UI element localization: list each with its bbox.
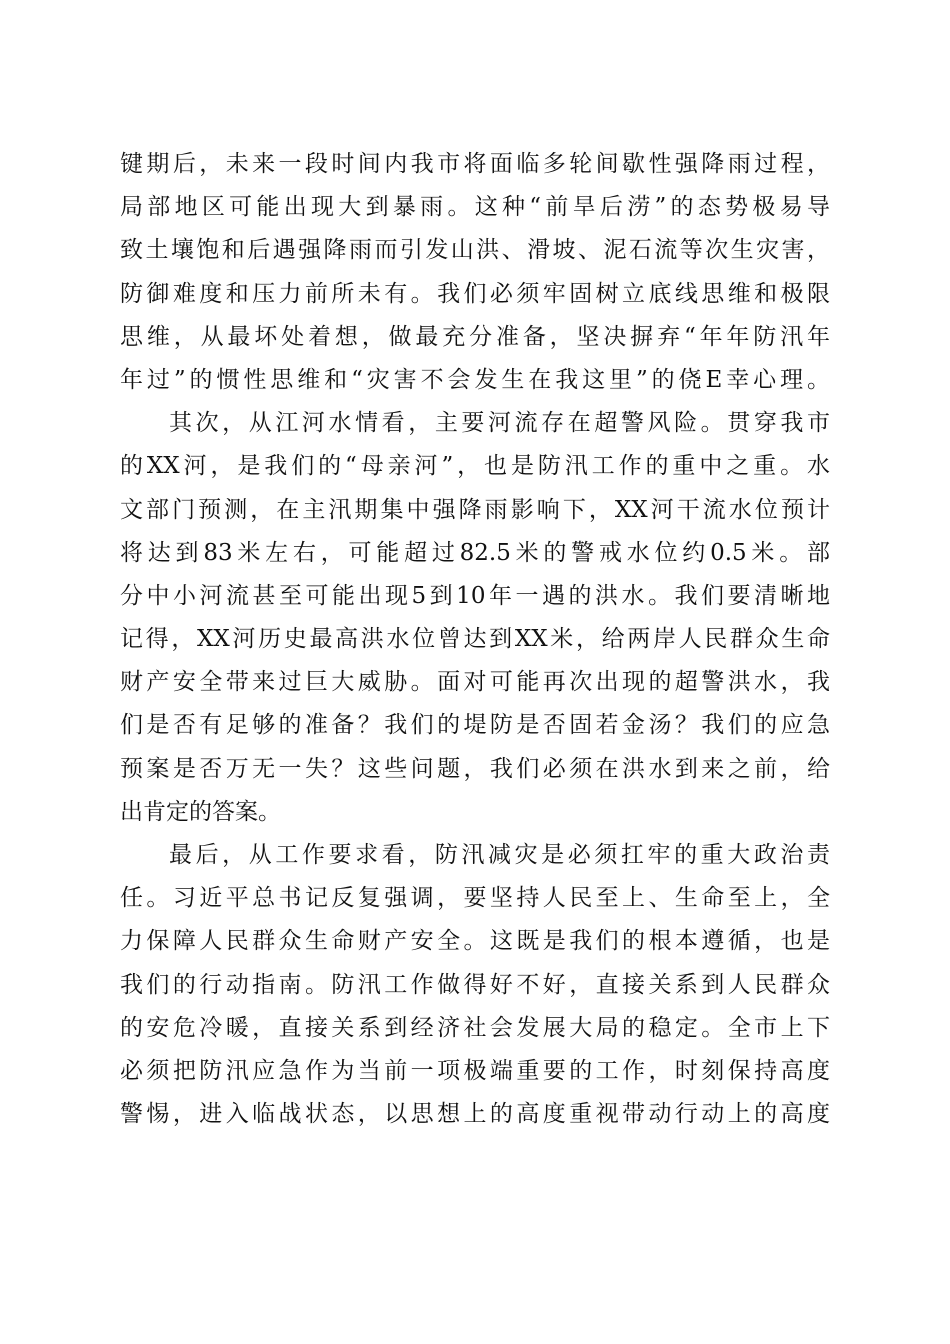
- text-line: 财产安全带来过巨大威胁。面对可能再次出现的超警洪水，我: [120, 669, 830, 696]
- paragraph-work-requirements: [120, 834, 830, 1136]
- text-line: 防御难度和压力前所未有。我们必须牢固树立底线思维和极限: [120, 280, 830, 307]
- text-line: 出肯定的答案。: [120, 798, 281, 825]
- text-line: 们是否有足够的准备？我们的堤防是否固若金汤？我们的应急: [120, 712, 830, 739]
- text-line: 键期后，未来一段时间内我市将面临多轮间歇性强降雨过程，: [120, 151, 830, 177]
- text-line: 力保障人民群众生命财产安全。这既是我们的根本遵循，也是: [120, 928, 830, 955]
- text-line: 的安危冷暖，直接关系到经济社会发展大局的稳定。全市上下: [120, 1014, 830, 1041]
- text-line: 我们的行动指南。防汛工作做得好不好，直接关系到人民群众: [120, 971, 830, 998]
- text-line: 警惕，进入临战状态，以思想上的高度重视带动行动上的高度: [120, 1101, 830, 1128]
- text-line: 必须把防汛应急作为当前一项极端重要的工作，时刻保持高度: [120, 1057, 830, 1084]
- text-line: 思维，从最坏处着想，做最充分准备，坚决摒弃“年年防汛年: [120, 323, 830, 350]
- text-line: 最后，从工作要求看，防汛减灾是必须扛牢的重大政治责: [169, 842, 830, 868]
- text-line: 记得，XX河历史最高洪水位曾达到XX米，给两岸人民群众生命: [120, 626, 830, 653]
- text-line: 的XX河，是我们的“母亲河”，也是防汛工作的重中之重。水: [120, 453, 830, 480]
- text-line: 其次，从江河水情看，主要河流存在超警风险。贯穿我市: [169, 410, 830, 437]
- paragraph-flood-situation: [120, 143, 830, 402]
- text-line: 预案是否万无一失？这些问题，我们必须在洪水到来之前，给: [120, 755, 830, 782]
- text-line: 年过”的惯性思维和“灾害不会发生在我这里”的侥E幸心理。: [120, 366, 830, 393]
- text-line: 任。习近平总书记反复强调，要坚持人民至上、生命至上，全: [120, 885, 830, 912]
- text-line: 致土壤饱和后遇强降雨而引发山洪、滑坡、泥石流等次生灾害，: [120, 237, 830, 264]
- text-line: 分中小河流甚至可能出现5到10年一遇的洪水。我们要清晰地: [120, 582, 830, 609]
- document-body: [120, 143, 830, 1136]
- text-line: 文部门预测，在主汛期集中强降雨影响下，XX河干流水位预计: [120, 496, 830, 523]
- text-line: 局部地区可能出现大到暴雨。这种“前旱后涝”的态势极易导: [120, 194, 830, 221]
- paragraph-river-conditions: [120, 402, 830, 834]
- text-line: 将达到83米左右，可能超过82.5米的警戒水位约0.5米。部: [120, 539, 830, 566]
